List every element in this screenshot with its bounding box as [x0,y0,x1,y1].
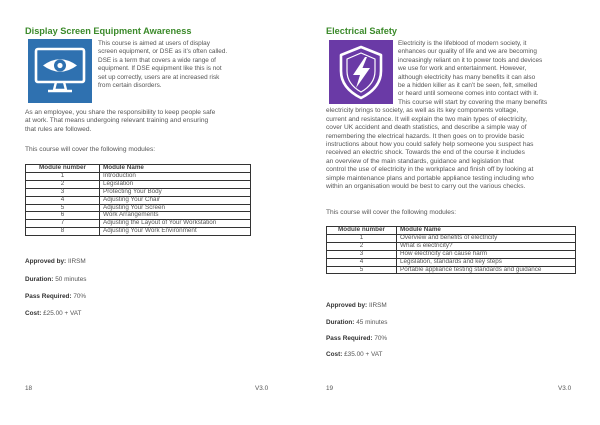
module-number: 3 [26,188,100,196]
module-name: Legislation, standards and key steps [397,258,576,266]
paragraph-line: electricity brings to society, as well as its key components voltage, [326,107,519,115]
approved-value: IIRSM [368,302,387,309]
approved-by [25,258,86,265]
cost [25,310,81,317]
intro-line: or heard until someone comes into contact with it. [398,90,539,98]
duration [25,276,86,283]
responsibility-paragraph [25,109,290,134]
pass-value: 70% [73,293,87,300]
intro-line: screen equipment, or DSE as it’s often called. [98,48,228,56]
cost [326,351,382,358]
paragraph-line: As an employee, you share the responsibility to keep people safe [25,109,216,116]
intro-line: we use for work and entertainment. However, [398,65,527,73]
version-label: V3.0 [255,385,269,392]
module-name: Adjusting the Layout of Your Workstation [100,220,251,228]
module-name: Portable appliance testing standards and guidance [397,266,576,274]
module-number: 7 [26,220,100,228]
intro-line: increasingly reliant on it to power tools and devices [398,56,543,64]
module-number: 2 [327,242,397,250]
intro-line: DSE is a term that covers a wide range of [98,56,216,64]
cost-value: £25.00 + VAT [43,310,82,317]
module-name: Adjusting Your Screen [100,204,251,212]
paragraph-line: remembering the electrical hazards. It then goes on to provide basic [326,132,525,140]
module-number: 1 [327,234,397,242]
paragraph-line: This course will start by covering the many benefits [398,99,548,106]
monitor-eye-icon [28,39,92,103]
module-number: 6 [26,212,100,220]
module-number: 8 [26,228,100,236]
pass-value: 70% [374,335,388,342]
approved-label: Approved by: [326,302,368,309]
module-number: 4 [26,196,100,204]
paragraph-line: that rules are followed. [25,125,92,133]
paragraph-line: at work. That means undergoing relevant training and ensuring [25,117,209,125]
shield-lightning-icon [329,40,393,104]
course-title: Display Screen Equipment Awareness [25,26,192,36]
intro-line: enhances our quality of life and we are becoming [398,48,537,56]
course-intro [98,40,288,90]
module-number: 5 [26,204,100,212]
table-row [327,258,576,266]
module-name: What is electricity? [397,242,576,250]
duration-label: Duration: [326,319,355,326]
module-name: Adjusting Your Chair [100,196,251,204]
table-row [26,228,251,236]
header-module-number: Module number [327,227,397,235]
table-header-row [26,165,251,173]
course-title: Electrical Safety [326,26,397,36]
table-row [26,172,251,180]
approved-label: Approved by: [25,258,67,265]
module-number: 5 [327,266,397,274]
intro-line: This course is aimed at users of display [98,40,210,47]
intro-line: from certain disorders. [98,82,162,90]
paragraph-line: cover UK accident and death statistics, and describe a simple way of [326,124,527,132]
paragraph-line: an overview of the main standards, guidance and legislation that [326,157,514,165]
duration-value: 45 minutes [356,319,388,326]
pass-required [326,335,387,342]
modules-table [25,164,251,236]
modules-intro: This course will cover the following modules: [326,209,457,216]
module-number: 1 [26,172,100,180]
paragraph-line: received an electric shock. Towards the end of the course it includes [326,149,525,157]
table-row [26,196,251,204]
cost-label: Cost: [326,351,343,358]
module-name: Adjusting Your Work Environment [100,228,251,236]
pass-label: Pass Required: [25,293,72,300]
intro-line: Electricity is the lifeblood of modern society, it [398,40,527,47]
module-name: Introduction [100,172,251,180]
modules-intro: This course will cover the following modules: [25,146,156,153]
intro-line: equipment. If DSE equipment like this is not [98,65,222,73]
cost-value: £35.00 + VAT [344,351,383,358]
paragraph-line: current and resistance. It will explain the two main types of electricity, [326,115,528,123]
intro-line: set up correctly, users are at increased risk [98,73,220,81]
approved-value: IIRSM [67,258,86,265]
right-page [300,0,600,425]
duration [326,319,387,326]
duration-value: 50 minutes [55,276,87,283]
header-module-name: Module Name [100,165,251,173]
header-module-name: Module Name [397,227,576,235]
paragraph-line: simple maintenance plans and portable appliance testing including who [326,174,534,182]
module-name: Protecting Your Body [100,188,251,196]
approved-by [326,302,387,309]
paragraph-line: control the use of electricity in the workplace and finish off by looking at [326,166,534,174]
page-number: 19 [326,385,334,392]
module-number: 4 [327,258,397,266]
table-row [26,188,251,196]
modules-table [326,226,576,274]
module-name: How electricity can cause harm [397,250,576,258]
pass-label: Pass Required: [326,335,373,342]
module-number: 3 [327,250,397,258]
header-module-number: Module number [26,165,100,173]
module-name: Legislation [100,180,251,188]
duration-label: Duration: [25,276,54,283]
course-description [326,99,596,191]
course-intro [398,40,588,99]
intro-line: be a hidden killer as it can’t be seen, felt, smelled [398,82,538,90]
module-name: Overview and benefits of electricity [397,234,576,242]
version-label: V3.0 [558,385,572,392]
table-row [327,266,576,274]
module-number: 2 [26,180,100,188]
paragraph-line: instructions about how you could safely help someone you suspect has [326,141,534,149]
paragraph-line: within an organisation would be best to carry out the various checks. [326,183,526,191]
module-name: Work Arrangements [100,212,251,220]
table-row [327,250,576,258]
cost-label: Cost: [25,310,42,317]
page-number: 18 [25,385,33,392]
pass-required [25,293,86,300]
intro-line: although electricity has many benefits it can also [398,73,536,81]
